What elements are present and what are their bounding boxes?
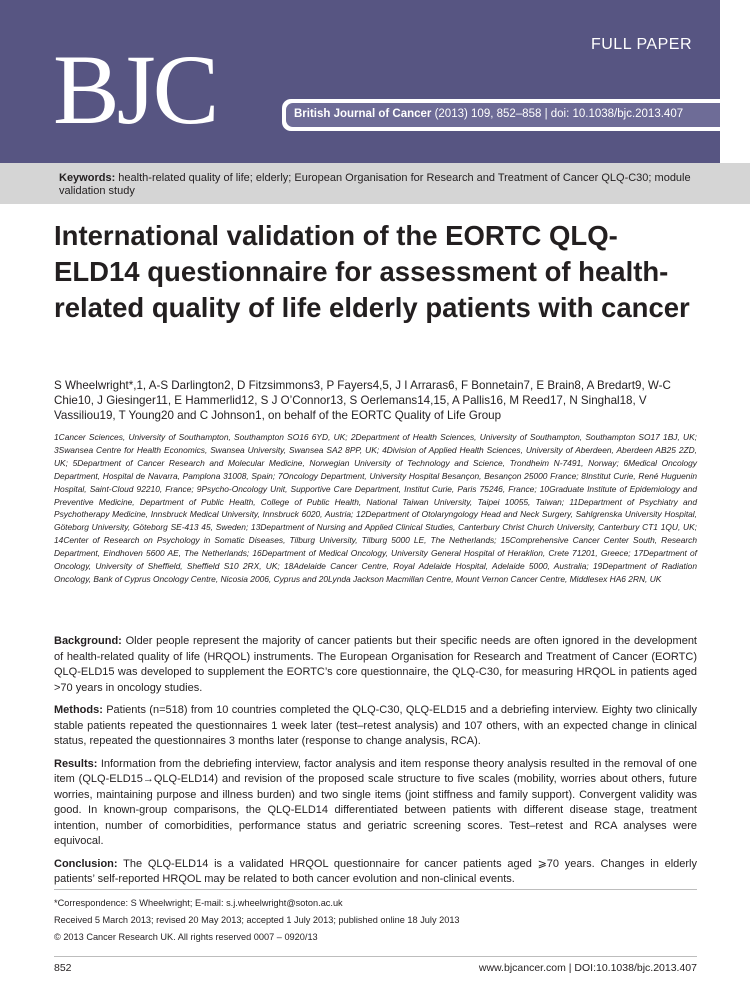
results-text: Information from the debriefing interview, factor analysis and item response theory analysis resulted in the removal of one item (QLQ-ELD15→QLQ-ELD14) and revision of the proposed scale structure to five scales (mobility, worries about others, future worries, maintaining purpose and illness burden) and two single items (joint stiffness and family support). Convergent validity was good. In known-group comparisons, the QLQ-ELD14 differentiated between patients with different disease stage, treatment intention, number of comorbidities, performance status and geriatric screening scores. Test–retest and RCA analyses were equivocal. bbox=[54, 757, 697, 847]
citation-details: (2013) 109, 852–858 | doi: 10.1038/bjc.2013.407 bbox=[431, 108, 684, 120]
journal-name: British Journal of Cancer bbox=[294, 108, 432, 120]
author-list: S Wheelwright*,1, A-S Darlington2, D Fitzsimmons3, P Fayers4,5, J I Arraras6, F Bonnetain7, E Brain8, A Bredart9, W-C Chie10, J Giesinger11, E Hammerlid12, S J O’Connor13, S Oerlemans14,15, A Pallis16, M Reed17, N Singhal18, V Vassiliou19, T Young20 and C Johnson1, on behalf of the EORTC Quality of Life Group bbox=[54, 379, 671, 423]
citation-text bbox=[286, 103, 720, 127]
keywords-bar bbox=[0, 163, 750, 204]
received-dates: Received 5 March 2013; revised 20 May 2013; accepted 1 July 2013; published online 18 July 2013 bbox=[54, 915, 460, 925]
abstract-methods bbox=[54, 703, 697, 750]
page-number: 852 bbox=[54, 962, 72, 974]
conclusion-text: The QLQ-ELD14 is a validated HRQOL questionnaire for cancer patients aged ⩾70 years. Changes in elderly patients’ self-reported HRQOL may be related to both cancer evolution and non-clinical events. bbox=[54, 857, 697, 885]
methods-label: Methods: bbox=[54, 704, 103, 716]
abstract-background bbox=[54, 634, 697, 696]
background-text: Older people represent the majority of cancer patients but their specific needs are often ignored in the development of health-related quality of life (HRQOL) instruments. The European Organisation for Research and Treatment of Cancer (EORTC) QLQ-ELD15 was developed to supplement the EORTC’s core questionnaire, the QLQ-C30, for measuring HRQOL in patients aged >70 years in oncology studies. bbox=[54, 635, 697, 694]
affiliations: 1Cancer Sciences, University of Southampton, Southampton SO16 6YD, UK; 2Department of Health Sciences, University of Southampton, Southampton SO17 1BJ, UK; 3Swansea Centre for Health Economics, Swansea University, Swansea SA2 8PP, UK; 4Division of Applied Health Sciences, University of Aberdeen, Aberdeen AB25 2ZD, UK; 5Department of Cancer Research and Molecular Medicine, Norwegian University of Technology and Science, Trondheim N-7491, Norway; 6Medical Oncology Department, Hospital de Navarra, Pamplona 31008, Spain; 7Oncology Department, University Hospital Besançon, Besançon 25000 France; 8Institut Curie, René Huguenin Hospital, Saint-Cloud 92210, France; 9Psycho-Oncology Unit, Supportive Care Department, Institut Curie, Paris 75246, France; 10Graduate Institute of Epidemiology and Preventive Medicine, Department of Public Health, College of Public Health, National Taiwan University, Taipei 10055, Taiwan; 11Department of Psychiatry and Psychotherapy Medicine, Innsbruck Medical University, Innsbruck 6020, Austria; 12Department of Otolaryngology Head and Neck Surgery, Sahlgrenska University Hospital, Göteborg University, Göteborg SE-413 45, Sweden; 13Department of Nursing and Applied Clinical Studies, Canterbury Christ Church University, Canterbury CT1 1QU, UK; 14Center of Research on Psychology in Somatic Diseases, Tilburg University, Tilburg 5000 LE, The Netherlands; 15Comprehensive Cancer Center South, Research Department, Eindhoven 5600 AE, The Netherlands; 16Department of Medical Oncology, University General Hospital of Heraklion, Crete 71201, Greece; 17Department of Oncology, University of Sheffield, Sheffield S10 2RX, UK; 18Adelaide Cancer Centre, Royal Adelaide Hospital, Adelaide 5000, Australia; 19Department of Radiation Oncology, Bank of Cyprus Oncology Centre, Nicosia 2006, Cyprus and 20Lynda Jackson Macmillan Centre, Mount Vernon Cancer Centre, Middlesex HA6 2RN, UK bbox=[54, 432, 697, 584]
footer-link[interactable]: www.bjcancer.com | DOI:10.1038/bjc.2013.407 bbox=[478, 962, 697, 974]
methods-text: Patients (n=518) from 10 countries completed the QLQ-C30, QLQ-ELD15 and a debriefing interview. Eighty two clinically stable patients repeated the questionnaires 1 week later (test–retest analysis) and 107 others, with an expected change in clinical status, repeated the questionnaires 3 months later (response to change analysis, RCA). bbox=[54, 704, 697, 747]
abstract bbox=[54, 634, 697, 895]
abstract-conclusion bbox=[54, 857, 697, 888]
footnotes bbox=[54, 895, 697, 946]
background-label: Background: bbox=[54, 635, 122, 647]
section-label: FULL PAPER bbox=[590, 36, 692, 53]
footnote-divider bbox=[54, 889, 697, 890]
journal-header bbox=[0, 0, 720, 163]
footer-divider bbox=[54, 956, 697, 957]
article-title: International validation of the EORTC QLQ-ELD14 questionnaire for assessment of health-related quality of life elderly patients with cancer bbox=[54, 220, 690, 323]
journal-logo: BJC bbox=[53, 34, 217, 145]
correspondence-note: *Correspondence: S Wheelwright; E-mail: s.j.wheelwright@soton.ac.uk bbox=[54, 898, 343, 908]
citation-bar bbox=[282, 99, 720, 131]
copyright-note: © 2013 Cancer Research UK. All rights reserved 0007 – 0920/13 bbox=[54, 932, 318, 942]
abstract-results bbox=[54, 757, 697, 850]
keywords-label: Keywords: bbox=[59, 172, 116, 184]
results-label: Results: bbox=[54, 757, 98, 770]
conclusion-label: Conclusion: bbox=[54, 857, 118, 870]
keywords-text: health-related quality of life; elderly; European Organisation for Research and Treatment of Cancer QLQ-C30; module validation study bbox=[59, 172, 691, 197]
